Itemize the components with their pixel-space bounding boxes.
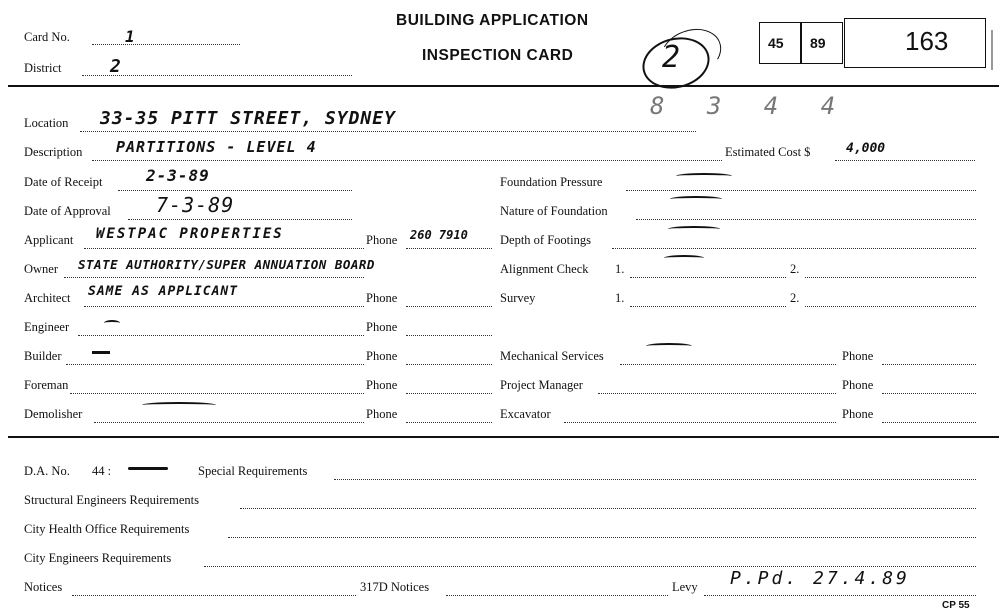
mechanical-label: Mechanical Services <box>500 349 604 363</box>
approval-label: Date of Approval <box>24 204 111 218</box>
builder-label: Builder <box>24 349 62 363</box>
card-number: 163 <box>905 26 949 56</box>
description-line <box>92 160 722 161</box>
survey-label: Survey <box>500 291 536 305</box>
applicant-label: Applicant <box>24 233 74 247</box>
engineer-nil-mark <box>104 320 120 326</box>
da-nil-mark <box>128 467 168 470</box>
description-label: Description <box>24 145 83 159</box>
applicant-phone-value: 260 7910 <box>410 228 468 242</box>
box-a: 45 <box>768 35 784 51</box>
excavator-label: Excavator <box>500 407 551 421</box>
nature-foundation-nil <box>670 196 722 202</box>
levy-line <box>704 595 976 596</box>
special-requirements-line <box>334 479 976 480</box>
header-rule <box>8 85 999 87</box>
survey-2: 2. <box>790 291 800 305</box>
estimated-cost-label: Estimated Cost $ <box>725 145 811 159</box>
demolisher-phone-line <box>406 422 492 423</box>
notices-line <box>72 595 356 596</box>
foreman-label: Foreman <box>24 378 69 392</box>
estimated-cost-line <box>835 160 975 161</box>
district-label: District <box>24 61 62 75</box>
applicant-phone-label: Phone <box>366 233 398 247</box>
excavator-line <box>564 422 836 423</box>
project-manager-phone-label: Phone <box>842 378 874 392</box>
project-manager-line <box>598 393 836 394</box>
survey-1: 1. <box>615 291 625 305</box>
foreman-phone-line <box>406 393 492 394</box>
approval-value: 7-3-89 <box>156 193 235 217</box>
notices-317d-line <box>446 595 668 596</box>
foundation-pressure-label: Foundation Pressure <box>500 175 603 189</box>
levy-label: Levy <box>672 580 698 594</box>
receipt-label: Date of Receipt <box>24 175 103 189</box>
owner-label: Owner <box>24 262 59 276</box>
section-rule <box>8 436 999 438</box>
card-no-value: 1 <box>125 27 136 46</box>
builder-phone-line <box>406 364 492 365</box>
foreman-phone-label: Phone <box>366 378 398 392</box>
demolisher-line <box>94 422 364 423</box>
foundation-pressure-nil <box>676 173 732 179</box>
engineer-line <box>78 335 364 336</box>
special-requirements-label: Special Requirements <box>198 464 308 478</box>
faint-scrawl: 8 3 4 4 <box>650 92 850 120</box>
depth-footings-line <box>612 248 976 249</box>
mechanical-phone-line <box>882 364 976 365</box>
excavator-phone-label: Phone <box>842 407 874 421</box>
depth-footings-nil <box>668 226 720 232</box>
da-prefix: 44 : <box>92 464 112 478</box>
demolisher-phone-label: Phone <box>366 407 398 421</box>
card-no-line <box>92 44 240 45</box>
foreman-line <box>70 393 364 394</box>
estimated-cost-value: 4,000 <box>846 141 886 156</box>
district-line <box>82 75 352 76</box>
da-label: D.A. No. <box>24 464 70 478</box>
applicant-value: WESTPAC PROPERTIES <box>96 226 284 242</box>
demolisher-label: Demolisher <box>24 407 83 421</box>
alignment-nil <box>664 255 704 261</box>
alignment-line-2 <box>805 277 976 278</box>
architect-phone-label: Phone <box>366 291 398 305</box>
edge-mark <box>991 30 993 70</box>
city-engineers-line <box>204 566 976 567</box>
depth-footings-label: Depth of Footings <box>500 233 591 247</box>
alignment-1: 1. <box>615 262 625 276</box>
alignment-2: 2. <box>790 262 800 276</box>
builder-nil-mark <box>92 351 110 354</box>
architect-phone-line <box>406 306 492 307</box>
location-value: 33-35 PITT STREET, SYDNEY <box>100 108 396 129</box>
project-manager-phone-line <box>882 393 976 394</box>
alignment-label: Alignment Check <box>500 262 589 276</box>
applicant-phone-line <box>406 248 492 249</box>
alignment-line-1 <box>630 277 786 278</box>
city-engineers-label: City Engineers Requirements <box>24 551 172 565</box>
location-line <box>80 131 696 132</box>
health-label: City Health Office Requirements <box>24 522 190 536</box>
district-value: 2 <box>110 56 122 77</box>
structural-line <box>240 508 976 509</box>
owner-line <box>64 277 364 278</box>
structural-label: Structural Engineers Requirements <box>24 493 199 507</box>
description-value: PARTITIONS - LEVEL 4 <box>116 138 317 156</box>
builder-line <box>66 364 364 365</box>
engineer-phone-label: Phone <box>366 320 398 334</box>
receipt-value: 2-3-89 <box>146 166 210 185</box>
architect-value: SAME AS APPLICANT <box>88 284 239 299</box>
engineer-label: Engineer <box>24 320 70 334</box>
form-code: CP 55 <box>942 600 970 611</box>
nature-foundation-label: Nature of Foundation <box>500 204 608 218</box>
card-title: BUILDING APPLICATION <box>396 12 589 29</box>
excavator-phone-line <box>882 422 976 423</box>
health-line <box>228 537 976 538</box>
mechanical-phone-label: Phone <box>842 349 874 363</box>
architect-line <box>84 306 364 307</box>
survey-line-2 <box>805 306 976 307</box>
foundation-pressure-line <box>626 190 976 191</box>
receipt-line <box>118 190 352 191</box>
demolisher-nil-mark <box>142 402 216 408</box>
engineer-phone-line <box>406 335 492 336</box>
card-subtitle: INSPECTION CARD <box>422 47 574 64</box>
applicant-line <box>84 248 364 249</box>
year-box-divider <box>800 22 802 63</box>
approval-line <box>128 219 352 220</box>
nature-foundation-line <box>636 219 976 220</box>
mechanical-nil <box>646 343 692 349</box>
card-no-label: Card No. <box>24 30 70 44</box>
survey-line-1 <box>630 306 786 307</box>
builder-phone-label: Phone <box>366 349 398 363</box>
owner-value: STATE AUTHORITY/SUPER ANNUATION BOARD <box>78 257 375 272</box>
architect-label: Architect <box>24 291 71 305</box>
mechanical-line <box>620 364 836 365</box>
project-manager-label: Project Manager <box>500 378 583 392</box>
notices-label: Notices <box>24 580 63 594</box>
location-label: Location <box>24 116 69 130</box>
notices-317d-label: 317D Notices <box>360 580 430 594</box>
circled-number: 2 <box>662 40 682 75</box>
levy-value: P.Pd. 27.4.89 <box>730 568 910 589</box>
box-b: 89 <box>810 35 826 51</box>
